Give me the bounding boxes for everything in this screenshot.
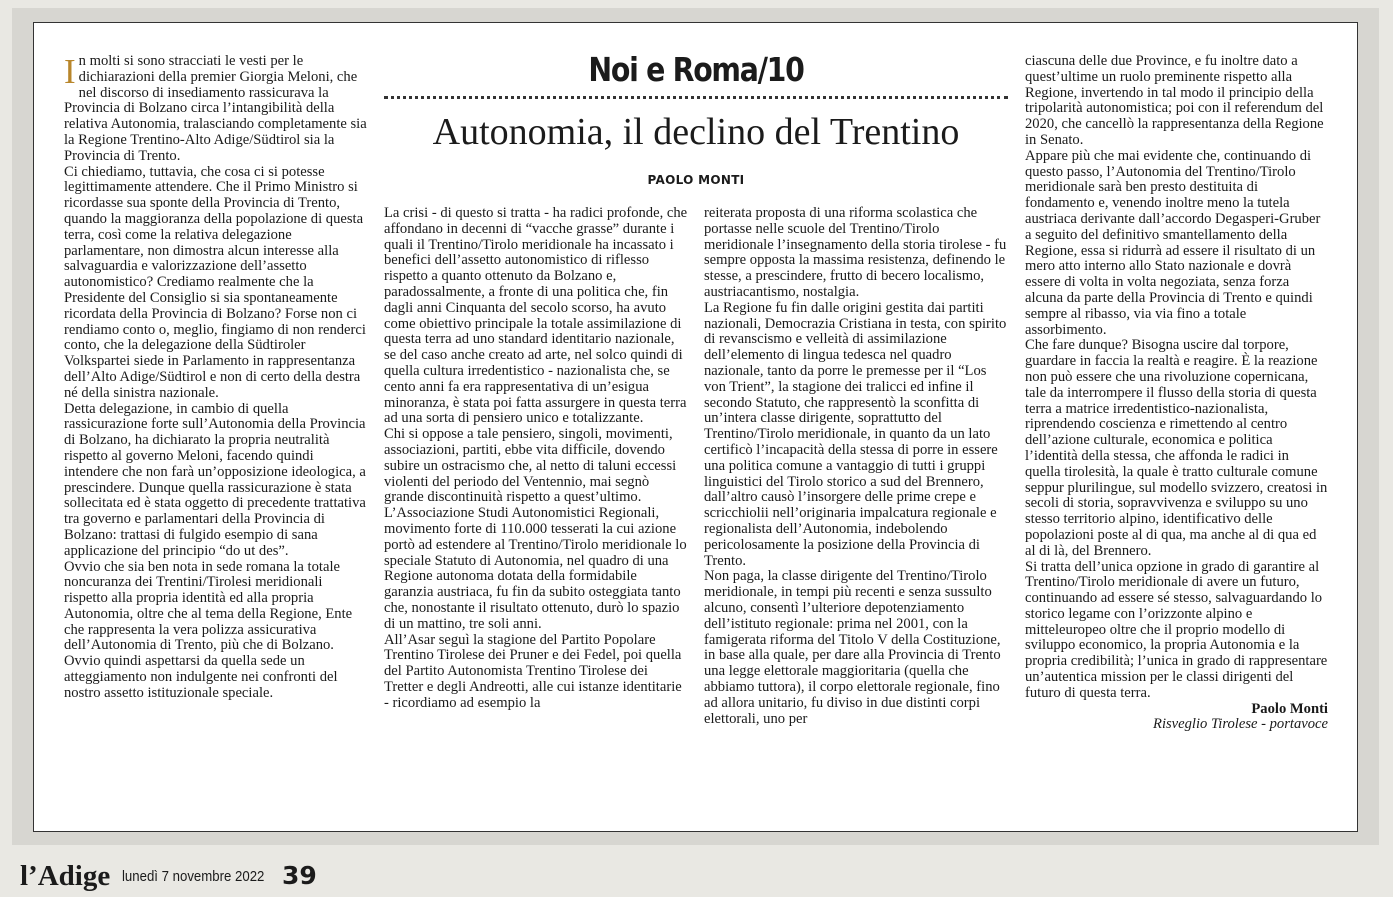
paragraph: Ci chiediamo, tuttavia, che cosa ci si potesse legittimamente attendere. Che il Primo Ministro si ricordasse sua sponte della Provincia di Trento, quando la maggioranza della popolazione di questa terra, così come la relativa delegazione parlamentare, non dimostra alcun interesse alla salvaguardia e valorizzazione dell’assetto autonomistico? Crediamo realmente che la Presidente del Consiglio si sia spontaneamente ricordata della Provincia di Bolzano? Forse non ci rendiamo conto o, meglio, fingiamo di non renderci conto, che la delegazione della Südtiroler Volkspartei siede in Parlamento in rappresentanza dell’Alto Adige/Südtirol e non di certo della destra né della sinistra nazionale.: [64, 163, 366, 401]
paragraph: La Regione fu fin dalle origini gestita dai partiti nazionali, Democrazia Cristiana in testa, con spirito di revanscismo e velleità di assimilazione dell’elemento di lingua tedesca nel quadro nazionale, tanto da porre le premesse per il “Los von Trient”, la stagione dei tralicci ed infine il secondo Statuto, che rappresentò la sconfitta di un’intera classe dirigente, soprattutto del Trentino/Tirolo meridionale, in quanto da un lato certificò l’incapacità della stessa di porre in essere una politica comune a vantaggio di tutti i gruppi linguistici del Tirolo storico a sud del Brennero, dall’altro causò l’insorgere delle prime crepe e scricchiolii nell’originaria impalcatura regionale e regionalista dell’Autonomia, indebolendo pericolosamente la posizione della Provincia di Trento.: [704, 299, 1007, 569]
first-paragraph-text: n molti si sono stracciati le vesti per le dichiarazioni della premier Giorgia Meloni, che nel discorso di insediamento rassicurava la Provincia di Bolzano circa l’intangibilità della relativa Autonomia, tralasciando completamente sia la Regione Trentino-Alto Adige/Südtirol sia la Provincia di Trento.: [64, 53, 367, 164]
series-title: Noi e Roma/10: [588, 50, 804, 89]
paragraph: All’Asar seguì la stagione del Partito Popolare Trentino Tirolese dei Pruner e dei Fedel, poi quella del Partito Autonomista Trentino Tirolese dei Tretter e degli Andreotti, alle cui istanze identitarie - ricordiamo ad esempio la: [384, 631, 682, 711]
paragraph: Si tratta dell’unica opzione in grado di garantire al Trentino/Tirolo meridionale di avere un futuro, continuando ad essere sé stesso, salvaguardando lo storico legame con l’orizzonte alpino e mitteleuropeo oltre che il proprio modello di sviluppo economico, la propria Autonomia e la propria credibilità; l’unica in grado di rappresentare un’autentica mission per le classi dirigenti del futuro di questa terra.: [1025, 558, 1328, 701]
page-footer: [20, 858, 420, 894]
page-number: 39: [282, 861, 317, 890]
paragraph: ciascuna delle due Province, e fu inoltre dato a quest’ultime un ruolo preminente rispetto alla Regione, invertendo in tal modo il principio della tripolarità autonomistica; poi con il referendum del 2020, che cancellò la rappresentanza della Regione in Senato.: [1025, 53, 1324, 148]
paragraph: La crisi - di questo si tratta - ha radici profonde, che affondano in decenni di “vacche grasse” durante i quali il Trentino/Tirolo meridionale ha incassato i benefici dell’assetto autonomistico di riflesso rispetto a quanto ottenuto da Bolzano e, paradossalmente, a fronte di una politica che, fin dagli anni Cinquanta del secolo scorso, ha avuto come obiettivo principale la totale assimilazione di questa terra ad uno standard identitario nazionale, se del caso anche creato ad arte, nel solco quindi di quella cultura irredentistico - nazionalista che, se cento anni fa era rappresentativa di un’esigua minoranza, è stata poi fatta assurgere in questa terra ad una sorta di pensiero unico e totalizzante.: [384, 205, 688, 427]
paragraph: Detta delegazione, in cambio di quella rassicurazione forte sull’Autonomia della Provincia di Bolzano, ha dichiarato la propria neutralità rispetto al governo Meloni, facendo quindi intendere che non farà un’opposizione ideologica, a prescindere. Dunque quella rassicurazione è stata sollecitata ed è stata oggetto di precedente trattativa tra governo e parlamentari della Provincia di Bolzano: trattasi di fulgido esempio di sana applicazione del principio “do ut des”.: [64, 400, 366, 559]
paragraph: L’Associazione Studi Autonomistici Regionali, movimento forte di 110.000 tesserati la cui azione portò ad estendere al Trentino/Tirolo meridionale lo speciale Statuto di Autonomia, nel quadro di una Regione autonoma dotata della formidabile garanzia austriaca, fu fin da subito osteggiata tanto che, nonostante il risultato ottenuto, durò lo spazio di un mattino, tre soli anni.: [384, 505, 687, 632]
paragraph: Ovvio che sia ben nota in sede romana la totale noncuranza dei Trentini/Tirolesi meridionali rispetto alla propria identità ed alla propria Autonomia, oltre che al tema della Regione, Ente che rappresenta la vera polizza assicurativa dell’Autonomia di Trento, più che di Bolzano. Ovvio quindi aspettarsi da quella sede un atteggiamento non indulgente nei confronti del nostro assetto istituzionale speciale.: [64, 558, 353, 701]
paragraph: reiterata proposta di una riforma scolastica che portasse nelle scuole del Trentino/Tirolo meridionale l’insegnamento della storia tirolese - fu sempre opposta la massima resistenza, definendo le stesse, a prescindere, frutto di becero localismo, austriacantismo, nostalgia.: [704, 205, 1007, 300]
paragraph: Non paga, la classe dirigente del Trentino/Tirolo meridionale, in tempi più recenti e senza sussulto alcuno, consentì l’ulteriore depotenziamento dell’istituto regionale: prima nel 2001, con la famigerata riforma del Titolo V della Costituzione, in base alla quale, per dare alla Provincia di Trento una legge elettorale maggioritaria (quella che abbiamo tuttora), il corpo elettorale regionale, fino ad allora unitario, fu diviso in due distinti corpi elettorali, uno per: [704, 568, 1001, 727]
article-column-4: [1025, 54, 1328, 733]
author-role: Risveglio Tirolese - portavoce: [1153, 716, 1328, 733]
article-column-2: [384, 206, 688, 712]
paragraph: Appare più che mai evidente che, continuando di questo passo, l’Autonomia del Trentino/Tirolo meridionale sarà ben presto destituita di fondamento e, venendo inoltre meno la tutela austriaca derivante dall’accordo Degasperi-Gruber a seguito del definitivo smantellamento della Regione, essa si ridurrà ad essere il risultato di un mero atto interno allo Stato nazionale e dovrà essere di volta in volta negoziata, senza forza alcuna da parte della Provincia di Trento e quindi sempre al ribasso, via via fino a totale assorbimento.: [1025, 147, 1321, 338]
headline: Autonomia, il declino del Trentino: [432, 111, 960, 153]
newspaper-logo: l’Adige: [20, 860, 111, 892]
issue-date: lunedì 7 novembre 2022: [122, 868, 265, 885]
article-column-3: [704, 206, 1008, 727]
byline: PAOLO MONTI: [647, 173, 745, 187]
dotted-divider: [384, 96, 1008, 99]
paragraph: Chi si oppose a tale pensiero, singoli, movimenti, associazioni, partiti, ebbe vita difficile, dovendo subire un ostracismo che, al netto di taluni eccessi violenti del periodo del Ventennio, mai segnò grande discontinuità rispetto a quest’ultimo.: [384, 426, 677, 506]
first-paragraph: [64, 54, 368, 165]
paragraph: Che fare dunque? Bisogna uscire dal torpore, guardare in faccia la realtà e reagire. È la reazione non può essere che una rivoluzione copernicana, tale da interrompere il flusso della storia di questa terra a matrice irredentistico-nazionalista, riprendendo coscienza e rimettendo al centro dell’azione culturale, economica e politica l’identità della stessa, che affonda le radici in quella tirolesità, la quale è tratto culturale comune seppur plurilingue, sul modello svizzero, creatosi in secoli di storia, sopravvivenza e sviluppo su uno stesso territorio alpino, identificativo delle popolazioni poste al di qua, ma anche al di qua ed al di là, del Brennero.: [1025, 337, 1328, 559]
drop-cap: I: [64, 52, 76, 91]
article-column-1: [64, 54, 368, 702]
author-signature: Paolo Monti: [1251, 700, 1328, 717]
